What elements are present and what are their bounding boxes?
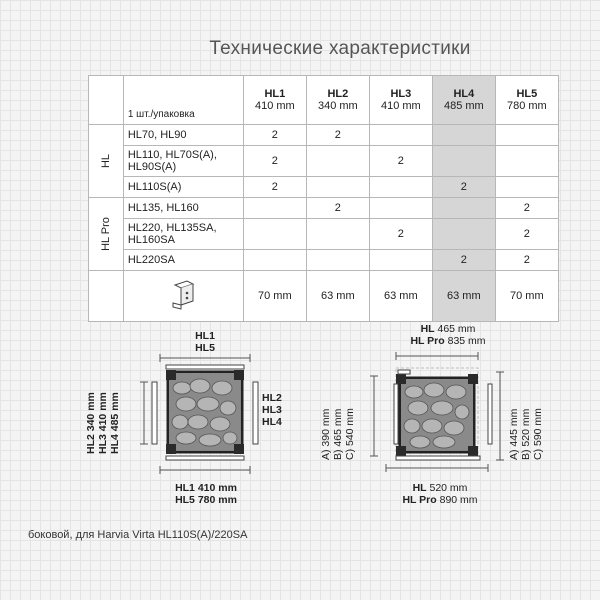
table-cell bbox=[243, 198, 306, 219]
table-cell bbox=[306, 146, 369, 177]
table-cell: 2 bbox=[432, 177, 495, 198]
table-cell bbox=[369, 198, 432, 219]
bracket-cell bbox=[123, 271, 243, 322]
model-header: HL2 340 mm bbox=[306, 76, 369, 125]
page-title: Технические характеристики bbox=[209, 38, 471, 59]
left-diagram bbox=[140, 352, 270, 482]
left-bottom-label: HL1 410 mm HL5 780 mm bbox=[175, 482, 237, 506]
table-cell bbox=[306, 177, 369, 198]
table-cell: 2 bbox=[243, 146, 306, 177]
table-cell bbox=[495, 146, 558, 177]
table-row bbox=[89, 219, 559, 250]
table-cell bbox=[243, 219, 306, 250]
table-cell bbox=[369, 177, 432, 198]
row-name: HL220, HL135SA, HL160SA bbox=[123, 219, 243, 250]
table-cell: 2 bbox=[495, 219, 558, 250]
right-diagram bbox=[370, 350, 510, 480]
table-header-row bbox=[89, 76, 559, 125]
footer-caption: боковой, для Harvia Virta HL110S(A)/220SA bbox=[28, 529, 248, 541]
table-row bbox=[89, 177, 559, 198]
table-row bbox=[89, 125, 559, 146]
bracket-size: 70 mm bbox=[495, 271, 558, 322]
bracket-size: 70 mm bbox=[243, 271, 306, 322]
table-cell bbox=[432, 125, 495, 146]
pack-label: 1 шт./упаковка bbox=[123, 76, 243, 125]
corner-cell bbox=[89, 76, 124, 125]
bracket-size: 63 mm bbox=[369, 271, 432, 322]
bracket-row bbox=[89, 271, 559, 322]
table-cell bbox=[495, 177, 558, 198]
table-row bbox=[89, 198, 559, 219]
model-header: HL4 485 mm bbox=[432, 76, 495, 125]
table-cell bbox=[432, 198, 495, 219]
right-top-label: HL 465 mm HL Pro 835 mm bbox=[410, 323, 486, 347]
bracket-size: 63 mm bbox=[306, 271, 369, 322]
left-side-labels: HL2 340 mm HL3 410 mm HL4 485 mm bbox=[85, 392, 121, 454]
table-row bbox=[89, 250, 559, 271]
row-name: HL110, HL70S(A), HL90S(A) bbox=[123, 146, 243, 177]
group-hl-pro: HL Pro bbox=[89, 198, 124, 271]
table-cell: 2 bbox=[432, 250, 495, 271]
table-cell bbox=[306, 250, 369, 271]
spec-table bbox=[88, 75, 559, 322]
table-cell: 2 bbox=[369, 219, 432, 250]
table-cell: 2 bbox=[495, 198, 558, 219]
group-hl: HL bbox=[89, 125, 124, 198]
row-name: HL135, HL160 bbox=[123, 198, 243, 219]
table-cell bbox=[495, 125, 558, 146]
row-name: HL110S(A) bbox=[123, 177, 243, 198]
right-bottom-label: HL 520 mm HL Pro 890 mm bbox=[402, 482, 478, 506]
bracket-icon bbox=[163, 275, 203, 315]
right-diagram-right-labels: A) 445 mm B) 520 mm C) 590 mm bbox=[508, 408, 544, 460]
row-name: HL220SA bbox=[123, 250, 243, 271]
table-cell: 2 bbox=[369, 146, 432, 177]
right-diagram-left-labels: A) 390 mm B) 465 mm C) 540 mm bbox=[320, 408, 356, 460]
table-cell bbox=[432, 219, 495, 250]
table-cell: 2 bbox=[243, 125, 306, 146]
table-cell: 2 bbox=[243, 177, 306, 198]
model-header: HL3 410 mm bbox=[369, 76, 432, 125]
table-cell bbox=[306, 219, 369, 250]
table-cell: 2 bbox=[306, 125, 369, 146]
table-cell: 2 bbox=[306, 198, 369, 219]
table-cell: 2 bbox=[495, 250, 558, 271]
row-name: HL70, HL90 bbox=[123, 125, 243, 146]
table-cell bbox=[243, 250, 306, 271]
model-header: HL5 780 mm bbox=[495, 76, 558, 125]
bracket-size: 63 mm bbox=[432, 271, 495, 322]
left-top-label: HL1 HL5 bbox=[195, 330, 215, 354]
table-row bbox=[89, 146, 559, 177]
bracket-empty-cell bbox=[89, 271, 124, 322]
right-side-labels: HL2 HL3 HL4 bbox=[262, 392, 282, 428]
table-cell bbox=[432, 146, 495, 177]
model-header: HL1 410 mm bbox=[243, 76, 306, 125]
table-cell bbox=[369, 125, 432, 146]
table-cell bbox=[369, 250, 432, 271]
